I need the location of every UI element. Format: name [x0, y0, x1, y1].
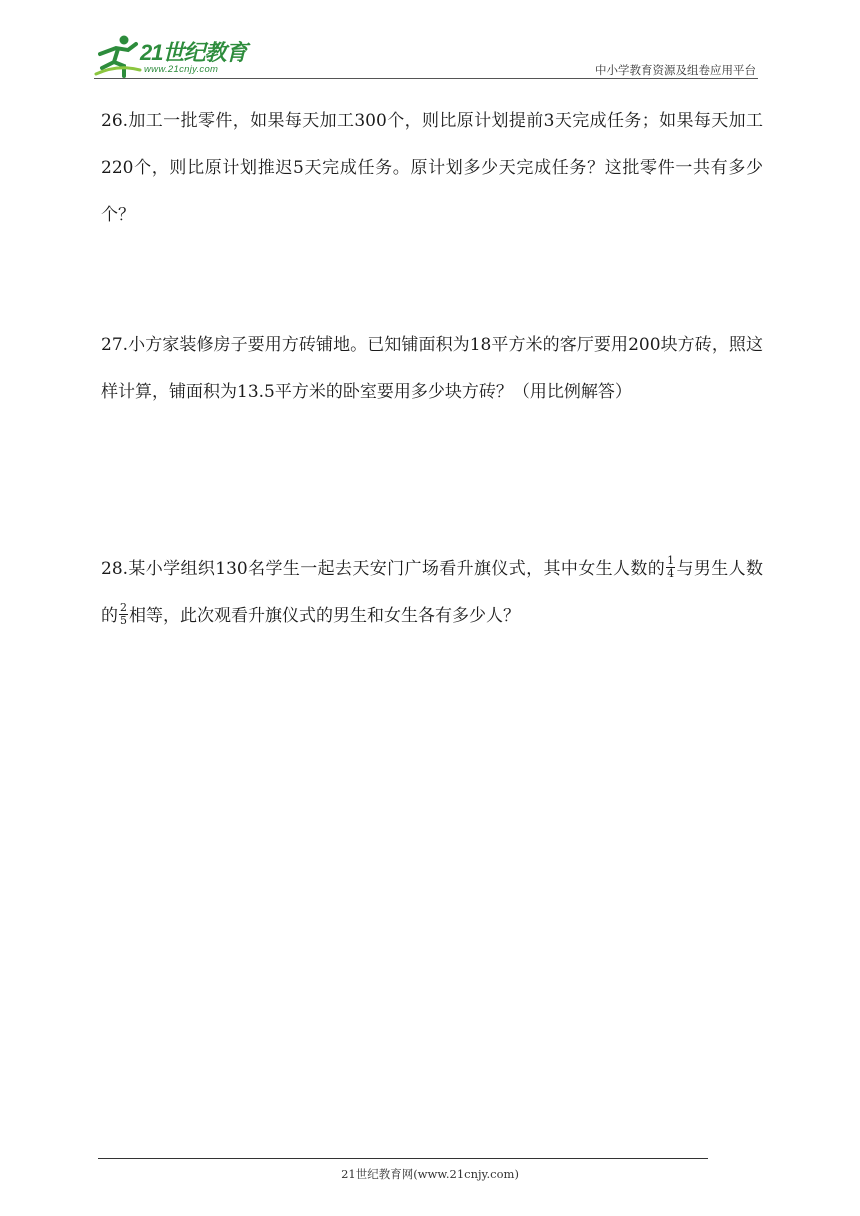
question-text: 小方家装修房子要用方砖铺地。已知铺面积为18平方米的客厅要用200块方砖，照这样计算，铺面积为13.5平方米的卧室要用多少块方砖？（用比例解答） — [101, 335, 763, 402]
fraction-numerator: 1 — [667, 554, 675, 567]
question-28 — [101, 546, 763, 640]
fraction-denominator: 4 — [667, 567, 675, 580]
fraction-two-fifths — [119, 602, 128, 627]
question-number: 28. — [101, 559, 129, 579]
question-27 — [101, 322, 763, 416]
question-text-part1: 某小学组织130名学生一起去天安门广场看升旗仪式，其中女生人数的 — [128, 559, 666, 579]
question-text: 加工一批零件，如果每天加工300个，则比原计划提前3天完成任务；如果每天加工220个，则比原计划推迟5天完成任务。原计划多少天完成任务？这批零件一共有多少个？ — [101, 111, 763, 225]
header-tagline: 中小学教育资源及组卷应用平台 — [595, 63, 756, 77]
fraction-denominator: 5 — [120, 614, 127, 627]
question-26 — [101, 98, 763, 239]
footer-divider — [98, 1158, 708, 1159]
page-header — [0, 0, 860, 90]
question-text-part2: 与男生人数的 — [101, 559, 763, 626]
site-logo[interactable] — [94, 34, 274, 80]
question-number: 26. — [101, 111, 129, 131]
question-number: 27. — [101, 335, 129, 355]
fraction-one-quarter — [666, 555, 675, 580]
logo-text: 21世纪教育 — [140, 40, 247, 65]
logo-url: www.21cnjy.com — [144, 64, 219, 75]
runner-icon — [94, 34, 142, 78]
header-divider — [94, 78, 758, 79]
question-text-part3: 相等，此次观看升旗仪式的男生和女生各有多少人？ — [129, 606, 520, 626]
fraction-numerator: 2 — [120, 601, 127, 614]
footer-text: 21世纪教育网(www.21cnjy.com) — [341, 1167, 519, 1181]
